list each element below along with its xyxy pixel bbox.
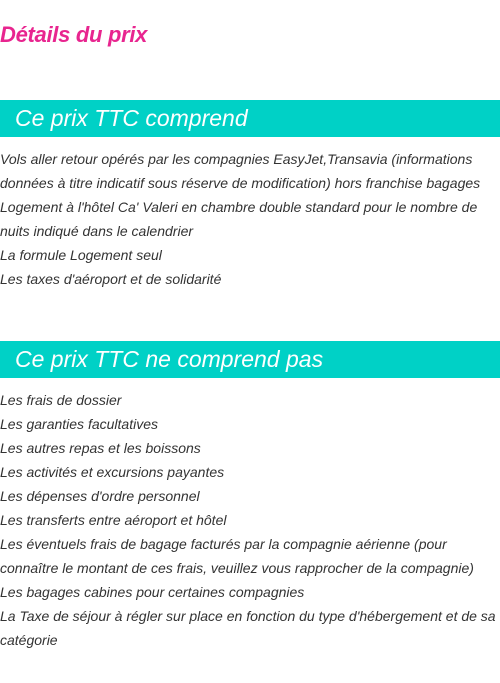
excluded-items-list bbox=[0, 388, 500, 652]
excluded-item: La Taxe de séjour à régler sur place en fonction du type d'hébergement et de sa catégorie bbox=[0, 608, 496, 648]
included-item: Logement à l'hôtel Ca' Valeri en chambre double standard pour le nombre de nuits indiqué dans le calendrier bbox=[0, 199, 478, 239]
included-item: Les taxes d'aéroport et de solidarité bbox=[0, 271, 222, 287]
included-item: La formule Logement seul bbox=[0, 247, 162, 263]
included-items-list bbox=[0, 147, 500, 291]
excluded-item: Les bagages cabines pour certaines compagnies bbox=[0, 584, 305, 600]
included-section-header: Ce prix TTC comprend bbox=[0, 100, 500, 137]
excluded-item: Les garanties facultatives bbox=[0, 416, 158, 432]
page-title: Détails du prix bbox=[0, 22, 148, 47]
excluded-item: Les autres repas et les boissons bbox=[0, 440, 201, 456]
excluded-item: Les activités et excursions payantes bbox=[0, 464, 225, 480]
excluded-item: Les frais de dossier bbox=[0, 392, 122, 408]
excluded-item: Les dépenses d'ordre personnel bbox=[0, 488, 200, 504]
excluded-section-header: Ce prix TTC ne comprend pas bbox=[0, 341, 500, 378]
excluded-item: Les éventuels frais de bagage facturés par la compagnie aérienne (pour connaître le montant de ces frais, veuillez vous rapprocher de la compagnie) bbox=[0, 536, 474, 576]
included-item: Vols aller retour opérés par les compagnies EasyJet,Transavia (informations données à titre indicatif sous réserve de modification) hors franchise bagages bbox=[0, 151, 481, 191]
excluded-item: Les transferts entre aéroport et hôtel bbox=[0, 512, 227, 528]
